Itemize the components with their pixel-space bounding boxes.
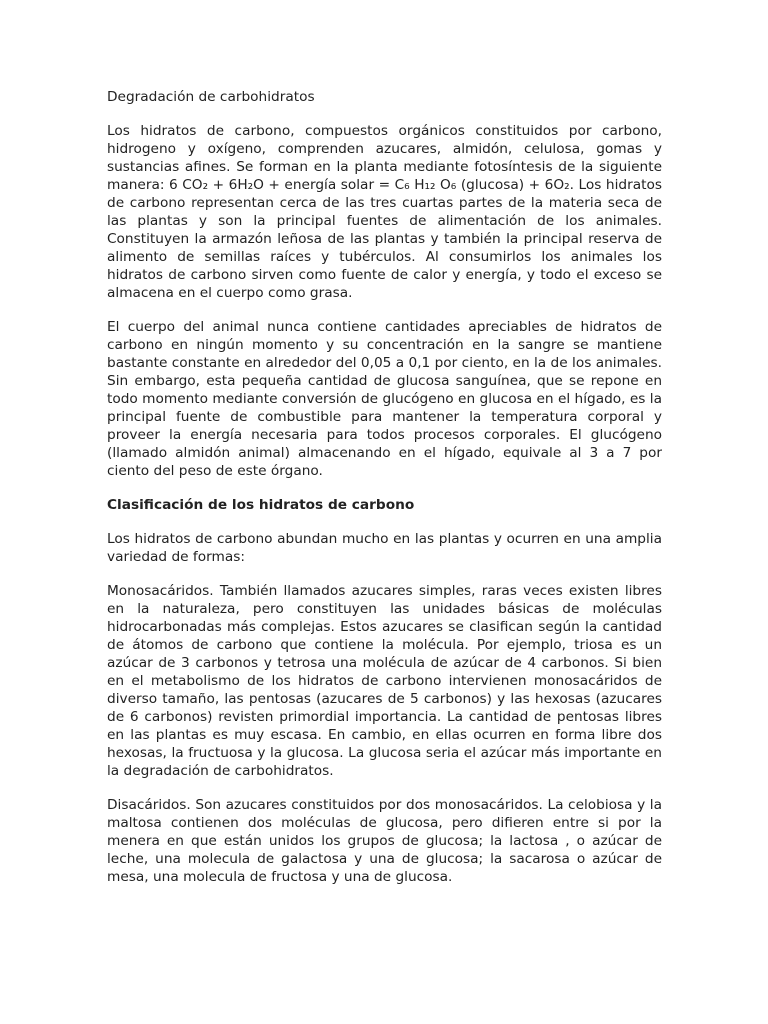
paragraph-animal-body: El cuerpo del animal nunca contiene cantidades apreciables de hidratos de carbono en ningún momento y su concentración en la sangre se mantiene bastante constante en alrededor del 0,05 a 0,1 por ciento, en la de los animales. Sin embargo, esta pequeña cantidad de glucosa sanguínea, que se repone en todo momento mediante conversión de glucógeno en glucosa en el hígado, es la principal fuente de combustible para mantener la temperatura corporal y proveer la energía necesaria para todos procesos corporales. El glucógeno (llamado almidón animal) almacenando en el hígado, equivale al 3 a 7 por ciento del peso de este órgano. xyxy=(107,319,662,479)
paragraph-intro: Los hidratos de carbono, compuestos orgánicos constituidos por carbono, hidrogeno y oxígeno, comprenden azucares, almidón, celulosa, gomas y sustancias afines. Se forman en la planta mediante fotosíntesis de la siguiente manera: 6 CO₂ + 6H₂O + energía solar = C₆ H₁₂ O₆ (glucosa) + 6O₂. Los hidratos de carbono representan cerca de las tres cuartas partes de la materia seca de las plantas y son la principal fuentes de alimentación de los animales. Constituyen la armazón leñosa de las plantas y también la principal reserva de alimento de semillas raíces y tubérculos. Al consumirlos los animales los hidratos de carbono sirven como fuente de calor y energía, y todo el exceso se almacena en el cuerpo como grasa. xyxy=(107,123,662,301)
paragraph-monosaccharides: Monosacáridos. También llamados azucares simples, raras veces existen libres en la naturaleza, pero constituyen las unidades básicas de moléculas hidrocarbonadas más complejas. Estos azucares se clasifican según la cantidad de átomos de carbono que contiene la molécula. Por ejemplo, triosa es un azúcar de 3 carbonos y tetrosa una molécula de azúcar de 4 carbonos. Si bien en el metabolismo de los hidratos de carbono intervienen monosacáridos de diverso tamaño, las pentosas (azucares de 5 carbonos) y las hexosas (azucares de 6 carbonos) revisten primordial importancia. La cantidad de pentosas libres en las plantas es muy escasa. En cambio, en ellas ocurren en forma libre dos hexosas, la fructuosa y la glucosa. La glucosa seria el azúcar más importante en la degradación de carbohidratos. xyxy=(107,583,662,779)
document-title: Degradación de carbohidratos xyxy=(107,89,315,105)
document-page xyxy=(107,88,662,902)
section-heading: Clasificación de los hidratos de carbono xyxy=(107,497,415,513)
paragraph-abundance: Los hidratos de carbono abundan mucho en las plantas y ocurren en una amplia variedad de formas: xyxy=(107,531,662,565)
paragraph-disaccharides: Disacáridos. Son azucares constituidos por dos monosacáridos. La celobiosa y la maltosa contienen dos moléculas de glucosa, pero difieren entre si por la menera en que están unidos los grupos de glucosa; la lactosa , o azúcar de leche, una molecula de galactosa y una de glucosa; la sacarosa o azúcar de mesa, una molecula de fructosa y una de glucosa. xyxy=(107,797,662,885)
